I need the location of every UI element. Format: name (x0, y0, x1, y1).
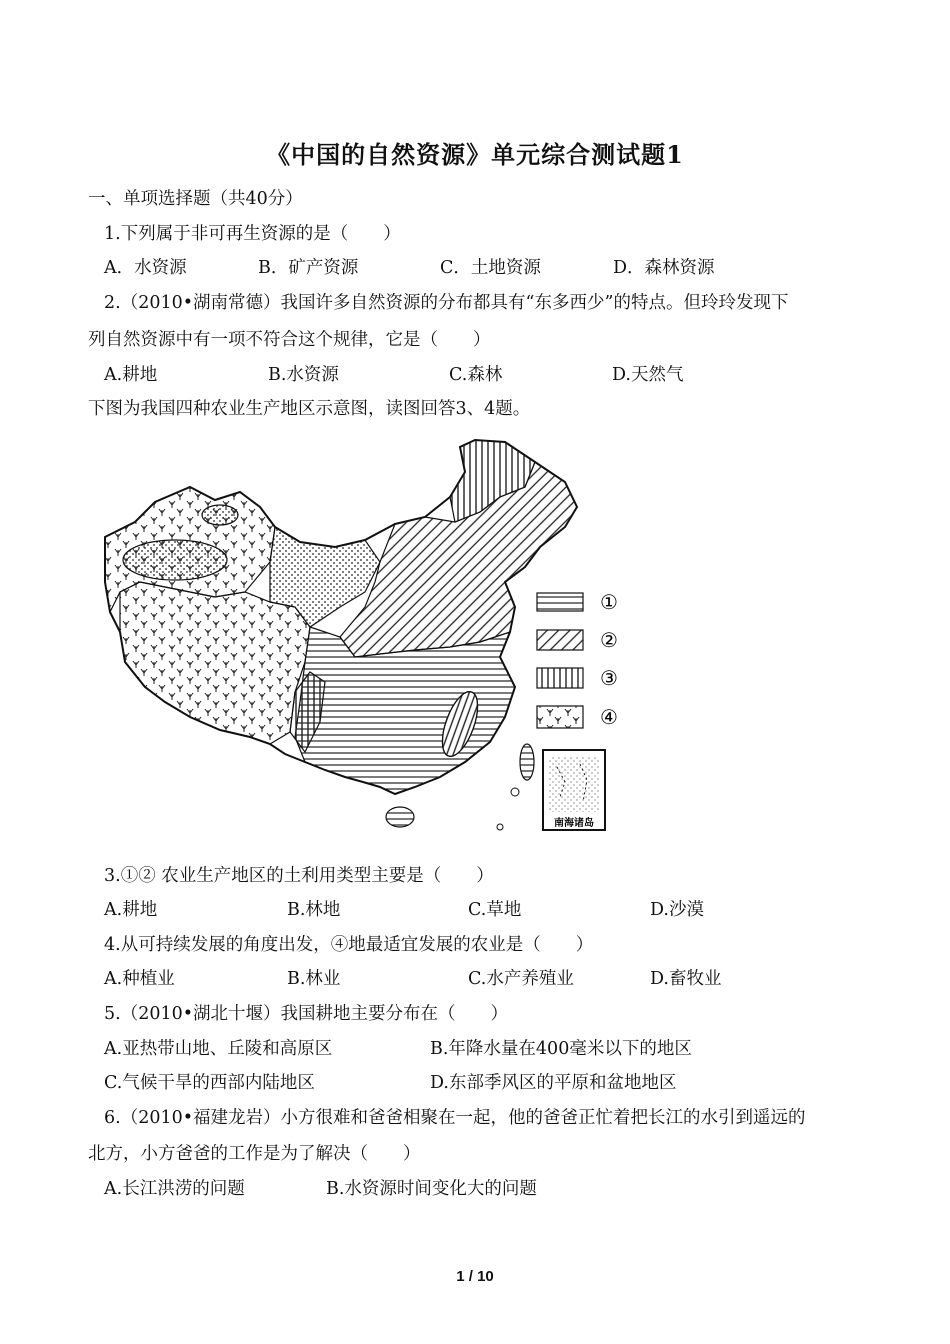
map-intro: 下图为我国四种农业生产地区示意图，读图回答3、4题。 (88, 399, 531, 419)
question-4-option-c: C.水产养殖业 (468, 969, 574, 989)
small-island (511, 788, 519, 796)
hainan-island (386, 807, 414, 827)
page-number: 1 / 10 (456, 1268, 494, 1285)
question-5-option-b: B.年降水量在400毫米以下的地区 (430, 1039, 692, 1059)
question-4-stem: 4.从可持续发展的角度出发，④地最适宜发展的农业是（ ） (104, 935, 594, 955)
legend-label-3: ③ (600, 666, 618, 690)
south-china-sea-inset (543, 750, 605, 830)
question-1-option-c: C．土地资源 (440, 258, 541, 278)
china-agriculture-map (95, 432, 620, 842)
question-2-option-a: A.耕地 (104, 365, 158, 385)
region-1-south-cropland (295, 627, 515, 794)
question-5-stem: 5.（2010•湖北十堰）我国耕地主要分布在（ ） (104, 1004, 509, 1024)
question-6-stem-line-1: 6.（2010•福建龙岩）小方很难和爸爸相聚在一起，他的爸爸正忙着把长江的水引到遥远的 (104, 1108, 806, 1128)
question-2-stem-line-1: 2.（2010•湖南常德）我国许多自然资源的分布都具有“东多西少”的特点。但玲玲发现下 (104, 293, 789, 313)
legend-swatch-1 (537, 593, 583, 611)
question-3-option-a: A.耕地 (104, 900, 158, 920)
question-3-option-d: D.沙漠 (650, 900, 704, 920)
page-title: 《中国的自然资源》单元综合测试题1 (266, 140, 684, 169)
question-3-option-c: C.草地 (468, 900, 522, 920)
question-2-option-b: B.水资源 (268, 365, 339, 385)
legend-swatch-4 (537, 706, 583, 728)
question-2-option-c: C.森林 (449, 365, 503, 385)
question-3-stem: 3.①② 农业生产地区的土利用类型主要是（ ） (104, 866, 494, 886)
question-1-option-a: A．水资源 (104, 258, 187, 278)
question-3-option-b: B.林地 (287, 900, 341, 920)
section-heading: 一、单项选择题（共40分） (88, 189, 303, 209)
small-island (497, 824, 503, 830)
legend-label-4: ④ (600, 705, 618, 729)
map-svg (95, 432, 620, 842)
legend-label-2: ② (600, 628, 618, 652)
legend-swatch-2 (537, 630, 583, 650)
legend-label-1: ① (600, 590, 618, 614)
question-2-option-d: D.天然气 (612, 365, 684, 385)
question-4-option-d: D.畜牧业 (650, 969, 722, 989)
inset-label: 南海诸岛 (554, 818, 594, 829)
question-4-option-a: A.种植业 (104, 969, 175, 989)
question-1-stem: 1.下列属于非可再生资源的是（ ） (104, 224, 401, 244)
map-legend (537, 590, 618, 729)
question-2-stem-line-2: 列自然资源中有一项不符合这个规律，它是（ ） (88, 330, 491, 350)
question-4-option-b: B.林业 (287, 969, 341, 989)
question-6-option-b: B.水资源时间变化大的问题 (326, 1179, 537, 1199)
question-5-option-a: A.亚热带山地、丘陵和高原区 (104, 1039, 333, 1059)
desert-junggar (202, 505, 238, 525)
question-5-option-c: C.气候干旱的西部内陆地区 (104, 1073, 315, 1093)
legend-swatch-3 (537, 668, 583, 688)
question-1-option-d: D．森林资源 (613, 258, 715, 278)
taiwan-island (520, 744, 534, 780)
region-4-pasture-tibet (120, 582, 310, 744)
question-5-option-d: D.东部季风区的平原和盆地地区 (430, 1073, 677, 1093)
question-6-stem-line-2: 北方，小方爸爸的工作是为了解决（ ） (88, 1144, 421, 1164)
question-1-option-b: B．矿产资源 (258, 258, 359, 278)
desert-tarim (123, 540, 227, 580)
question-6-option-a: A.长江洪涝的问题 (104, 1179, 245, 1199)
